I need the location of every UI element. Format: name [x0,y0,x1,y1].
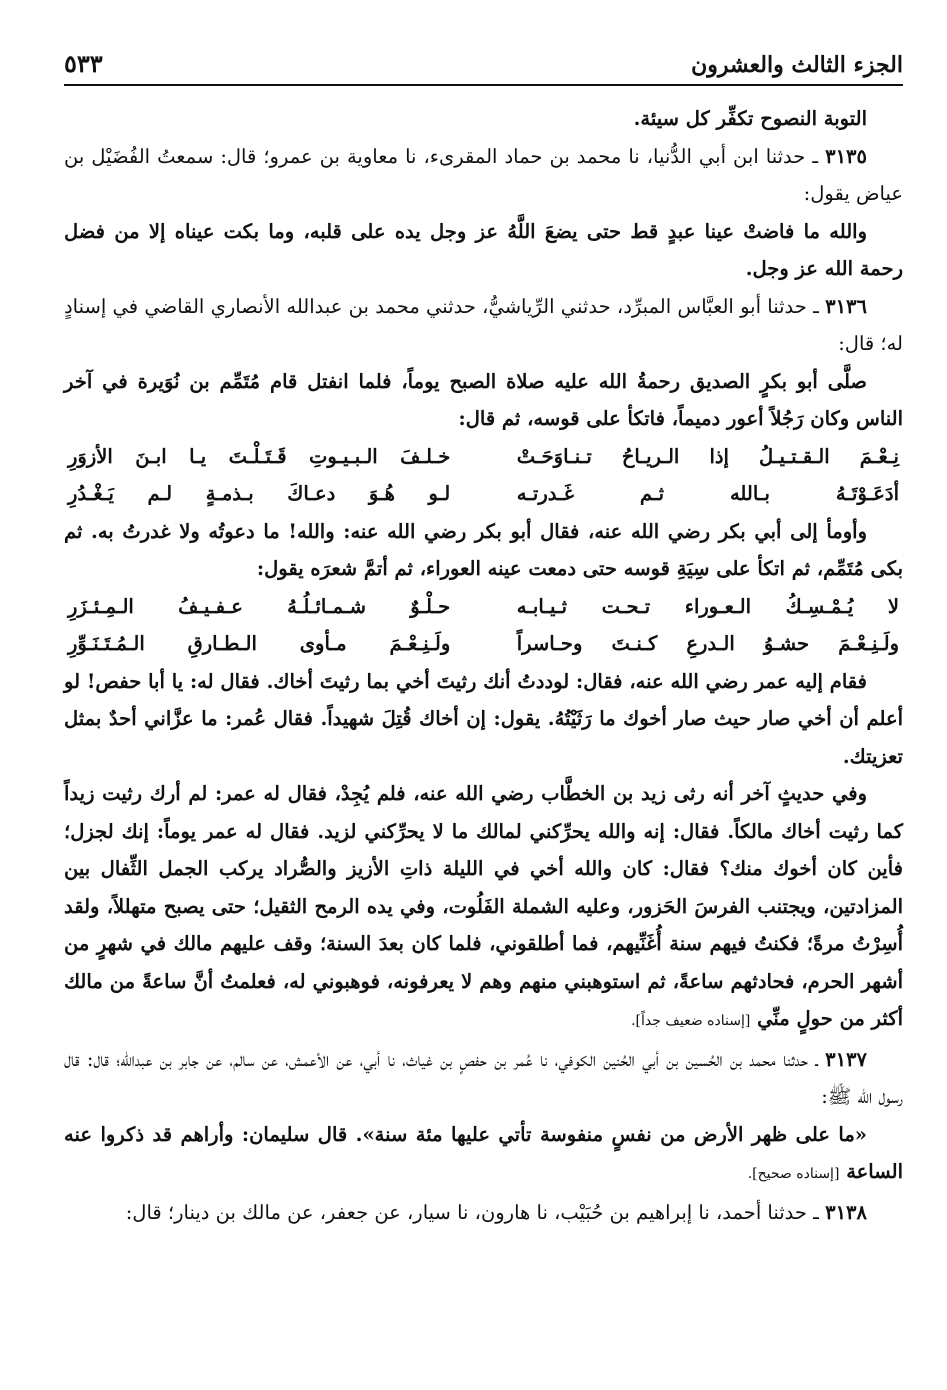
poem-verse [64,438,903,476]
isnad-text: ـ حدثنا محمد بن الحُسين بن أبي الحُنين الكوفي، نا عُمر بن حفصٍ بن غياث، نا أبي، عن الأعمش، عن سالم، عن جابر بن عبدالله؛ قال: قال رسول الله ﷺ: [64,1047,903,1108]
grading-note: [إسناده صحيح]. [747,1166,840,1182]
verse-first-hemistich: ولَـنِـعْـمَ حشـوُ الـدرعِ كـنـتَ وحـاسراً [516,632,899,655]
hadith-number: ٣١٣٥ [825,144,867,168]
page-number: ٥٣٣ [64,49,103,78]
paragraph-text: وأومأ إلى أبي بكر رضي الله عنه، فقال أبو بكر رضي الله عنه: والله! ما دعوتُه ولا غدرتُ به. ثم بكى مُتَمِّم، ثم اتكأ على سِيَةِ قوسه حتى دمعت عينه العوراء، ثم أتمَّ شعرَه يقول: [64,519,903,580]
poem-verse [64,625,903,663]
hadith-isnad-3137 [64,1041,903,1116]
matn-paragraph [64,1116,903,1194]
matn-paragraph [64,775,903,1041]
isnad-text: ـ حدثنا أحمد، نا إبراهيم بن حُبَيْب، نا هارون، نا سيار، عن جعفر، عن مالك بن دينار؛ قال: [125,1200,826,1224]
matn-paragraph [64,513,903,588]
running-head: الجزء الثالث والعشرون [691,52,903,78]
paragraph-text: التوبة النصوح تكفِّر كل سيئة. [633,107,867,130]
paragraph-text: «ما على ظهر الأرض من نفسٍ منفوسة تأتي عليها مئة سنة». قال سليمان: وأراهم قد ذكروا عنه الساعة [64,1122,903,1183]
page-body [64,100,903,1231]
poem-verse [64,588,903,626]
verse-second-hemistich: خـلـفَ الـبـيـوتِ قَـتَـلْـتَ يـا ابـنَ الأزوَرِ [68,444,451,468]
grading-note: [إسناده ضعيف جداً]. [631,1013,751,1029]
hadith-isnad-3136 [64,288,903,363]
paragraph-text: فقام إليه عمر رضي الله عنه، فقال: لوددتُ أنك رثيتَ أخي بما رثيتَ أخاك. فقال له: يا أبا حفص! لو أعلم أن أخي صار حيث صار أخوك ما رَثَيْتُهُ. يقول: إن أخاك قُتِلَ شهيداً. فقال عُمر: ما عزَّاني أحدٌ بمثل تعزيتك. [64,669,903,768]
paragraph-text: وفي حديثٍ آخر أنه رثى زيد بن الخطَّاب رضي الله عنه، فلم يُجِدْ، فقال له عمر: لم أرك رثيت زيداً كما رثيت أخاك مالكاً. فقال: إنه والله يحرِّكني لمالك ما لا يحرِّكني لزيد. فقال له عمر يوماً: إنك لجزل؛ فأين كان أخوك منك؟ فقال: كان والله أخي في الليلة ذاتِ الأزيز والصُّراد يركب الجمل الثِّفال بين المزادتين، ويجتنب الفرسَ الحَزور، وعليه الشملة الفَلُوت، وفي يده الرمح الثقيل؛ حتى يصبح متهللاً، ولقد أُسِرْتُ مرةً؛ فكنتُ فيهم سنة أُغَنِّيهم، فما أطلقوني، فلما كان بعدَ السنة؛ وقف عليهم مالك في شهرٍ من أشهر الحرم، فحادثهم ساعةً، ثم استوهبني منهم وهم لا يعرفونه، فوهبوني له، فعلمتُ أنَّ ساعةً من مالك أكثر من حولٍ منِّي [64,782,903,1030]
verse-second-hemistich: لـو هُـوَ دعـاكَ بـذمـةٍ لـم يَـغْـدُرِ [68,482,451,505]
matn-paragraph [64,663,903,776]
isnad-text: ـ حدثنا ابن أبي الدُّنيا، نا محمد بن حماد المقرىء، نا معاوية بن عمرو؛ قال: سمعتُ الفُضَيْل بن عياض يقول: [64,144,903,205]
verse-first-hemistich: لا يُـمْـسِـكُ الـعـوراء تـحـت ثـيـابـه [516,594,899,618]
verse-second-hemistich: حـلْـوٌ شـمـائـلُـهُ عـفـيـفُ الـمِـئـزَرِ [68,594,451,618]
hadith-isnad-3138 [64,1194,903,1232]
verse-first-hemistich: نِـعْـمَ الـقـتـيـلُ إذا الـريـاحُ تـنـاوَحَـتْ [516,444,899,468]
matn-paragraph [64,363,903,438]
isnad-text: ـ حدثنا أبو العبَّاس المبرِّد، حدثني الرِّياشيُّ، حدثني محمد بن عبدالله الأنصاري القاضي في إسنادٍ له؛ قال: [64,294,903,355]
matn-paragraph [64,100,903,138]
hadith-number: ٣١٣٧ [825,1047,867,1071]
verse-first-hemistich: أدَعَـوْتَـهُ بـالله ثـم غَـدرتـه [516,482,899,505]
poem-verse [64,475,903,513]
paragraph-text: والله ما فاضتْ عينا عبدٍ قط حتى يضعَ اللَّهُ عز وجل يده على قلبه، وما بكت عيناه إلا من فضل رحمة الله عز وجل. [64,219,903,280]
hadith-number: ٣١٣٨ [825,1200,867,1224]
page-header [64,30,903,86]
matn-paragraph [64,213,903,288]
verse-second-hemistich: ولَـنِـعْـمَ مـأوى الـطـارقِ الـمُـتَـنَـوِّرِ [68,632,451,655]
hadith-isnad-3135 [64,138,903,213]
paragraph-text: صلَّى أبو بكرٍ الصديق رحمةُ الله عليه صلاة الصبح يوماً، فلما انفتل قام مُتَمِّم بن نُوَيرة في آخر الناس وكان رَجُلاً أعور دميماً، فاتكأ على قوسه، ثم قال: [64,369,903,430]
hadith-number: ٣١٣٦ [825,294,867,318]
